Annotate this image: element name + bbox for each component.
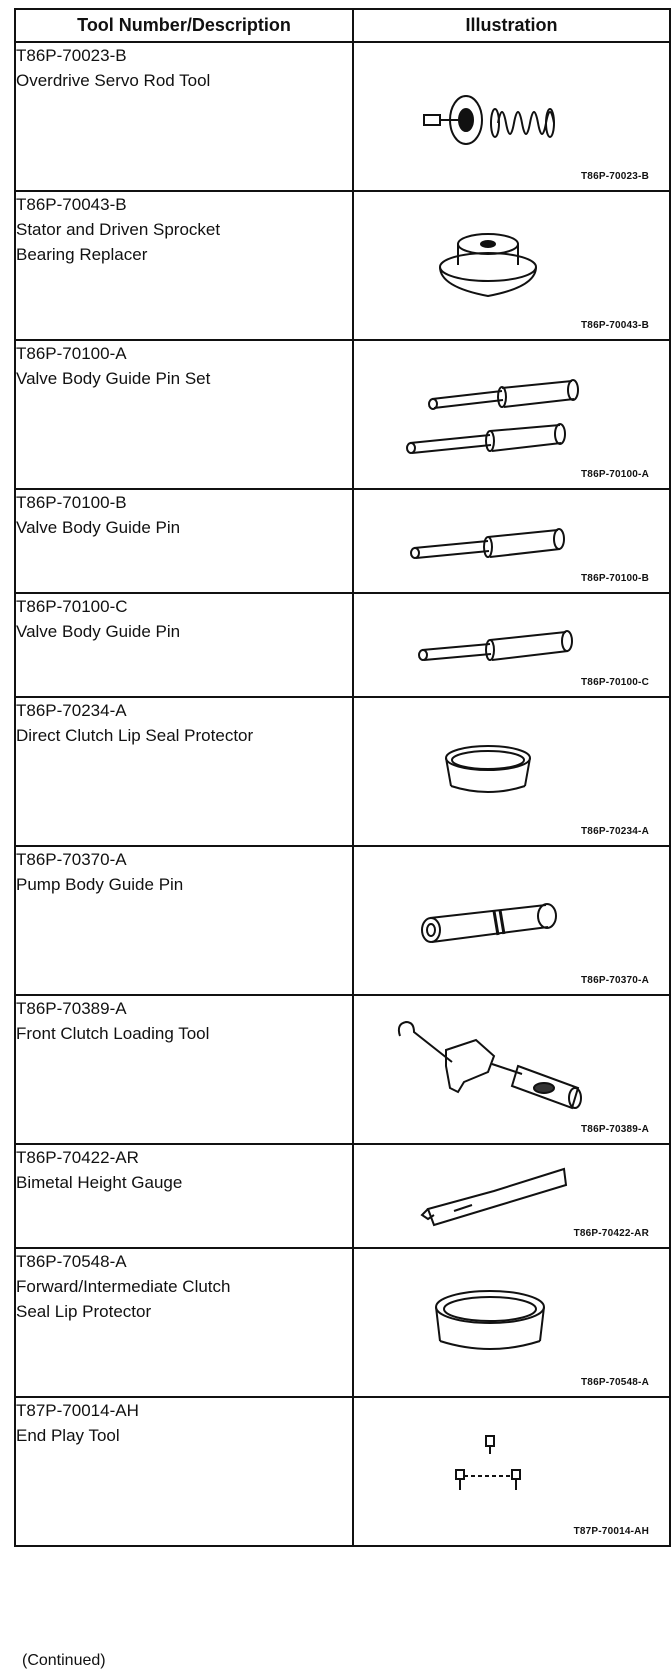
tool-number: T86P-70370-A <box>16 850 127 869</box>
tool-description-cell <box>15 340 353 489</box>
bearing-replacer-icon <box>354 192 669 339</box>
end-play-tool-icon <box>354 1398 669 1545</box>
illustration-cell <box>353 697 670 846</box>
illustration-caption: T86P-70023-B <box>581 171 649 182</box>
continued-note: (Continued) <box>22 1652 106 1669</box>
tool-description-cell <box>15 846 353 995</box>
illustration-caption: T86P-70043-B <box>581 320 649 331</box>
guide-pin-set-icon <box>354 341 669 488</box>
tool-description-cell <box>15 489 353 593</box>
tool-table <box>14 8 671 1547</box>
tool-description: End Play Tool <box>16 1426 120 1445</box>
illustration-cell <box>353 1248 670 1397</box>
table-row <box>15 489 670 593</box>
tool-description-cell <box>15 697 353 846</box>
tool-description: Stator and Driven Sprocket Bearing Replacer <box>16 220 221 264</box>
tool-description: Overdrive Servo Rod Tool <box>16 71 211 90</box>
tool-description-cell <box>15 191 353 340</box>
tool-description-cell <box>15 1397 353 1546</box>
tool-description: Direct Clutch Lip Seal Protector <box>16 726 254 745</box>
tool-number: T86P-70023-B <box>16 46 127 65</box>
illustration-caption: T86P-70389-A <box>581 1124 649 1135</box>
illustration-cell <box>353 593 670 697</box>
tool-description: Bimetal Height Gauge <box>16 1173 183 1192</box>
table-row <box>15 995 670 1144</box>
table-row <box>15 697 670 846</box>
tool-description-cell <box>15 995 353 1144</box>
column-header-illustration: Illustration <box>353 9 670 42</box>
illustration-caption: T86P-70100-C <box>581 677 649 688</box>
illustration-caption: T86P-70234-A <box>581 826 649 837</box>
tool-description-cell <box>15 1248 353 1397</box>
tool-description: Valve Body Guide Pin <box>16 622 181 641</box>
illustration-caption: T86P-70422-AR <box>573 1228 649 1239</box>
tool-number: T86P-70548-A <box>16 1252 127 1271</box>
table-row <box>15 42 670 191</box>
tool-description-cell <box>15 1144 353 1248</box>
illustration-cell <box>353 42 670 191</box>
illustration-cell <box>353 1144 670 1248</box>
table-row <box>15 1144 670 1248</box>
clutch-loading-tool-icon <box>354 996 669 1143</box>
seal-lip-protector-icon <box>354 1249 669 1396</box>
tool-description: Forward/Intermediate Clutch Seal Lip Protector <box>16 1277 231 1321</box>
tool-number: T86P-70422-AR <box>16 1148 139 1167</box>
tool-description-cell <box>15 42 353 191</box>
illustration-cell <box>353 995 670 1144</box>
table-header-row <box>15 9 670 42</box>
illustration-caption: T86P-70370-A <box>581 975 649 986</box>
tool-number: T87P-70014-AH <box>16 1401 139 1420</box>
illustration-caption: T86P-70100-A <box>581 469 649 480</box>
table-row <box>15 340 670 489</box>
illustration-caption: T87P-70014-AH <box>573 1526 649 1537</box>
tool-number: T86P-70100-C <box>16 597 128 616</box>
illustration-caption: T86P-70100-B <box>581 573 649 584</box>
illustration-cell <box>353 340 670 489</box>
illustration-cell <box>353 1397 670 1546</box>
tool-number: T86P-70100-B <box>16 493 127 512</box>
illustration-cell <box>353 489 670 593</box>
column-header-tool: Tool Number/Description <box>15 9 353 42</box>
pump-guide-pin-icon <box>354 847 669 994</box>
tool-number: T86P-70389-A <box>16 999 127 1018</box>
table-row <box>15 1397 670 1546</box>
illustration-cell <box>353 846 670 995</box>
tool-description: Valve Body Guide Pin Set <box>16 369 211 388</box>
table-row <box>15 846 670 995</box>
tool-description-cell <box>15 593 353 697</box>
servo-rod-tool-icon <box>354 43 669 190</box>
table-row <box>15 593 670 697</box>
tool-number: T86P-70043-B <box>16 195 127 214</box>
tool-number: T86P-70100-A <box>16 344 127 363</box>
illustration-caption: T86P-70548-A <box>581 1377 649 1388</box>
tool-description: Front Clutch Loading Tool <box>16 1024 210 1043</box>
tool-description: Pump Body Guide Pin <box>16 875 184 894</box>
tool-number: T86P-70234-A <box>16 701 127 720</box>
table-row <box>15 191 670 340</box>
tool-description: Valve Body Guide Pin <box>16 518 181 537</box>
illustration-cell <box>353 191 670 340</box>
table-row <box>15 1248 670 1397</box>
seal-protector-ring-icon <box>354 698 669 845</box>
